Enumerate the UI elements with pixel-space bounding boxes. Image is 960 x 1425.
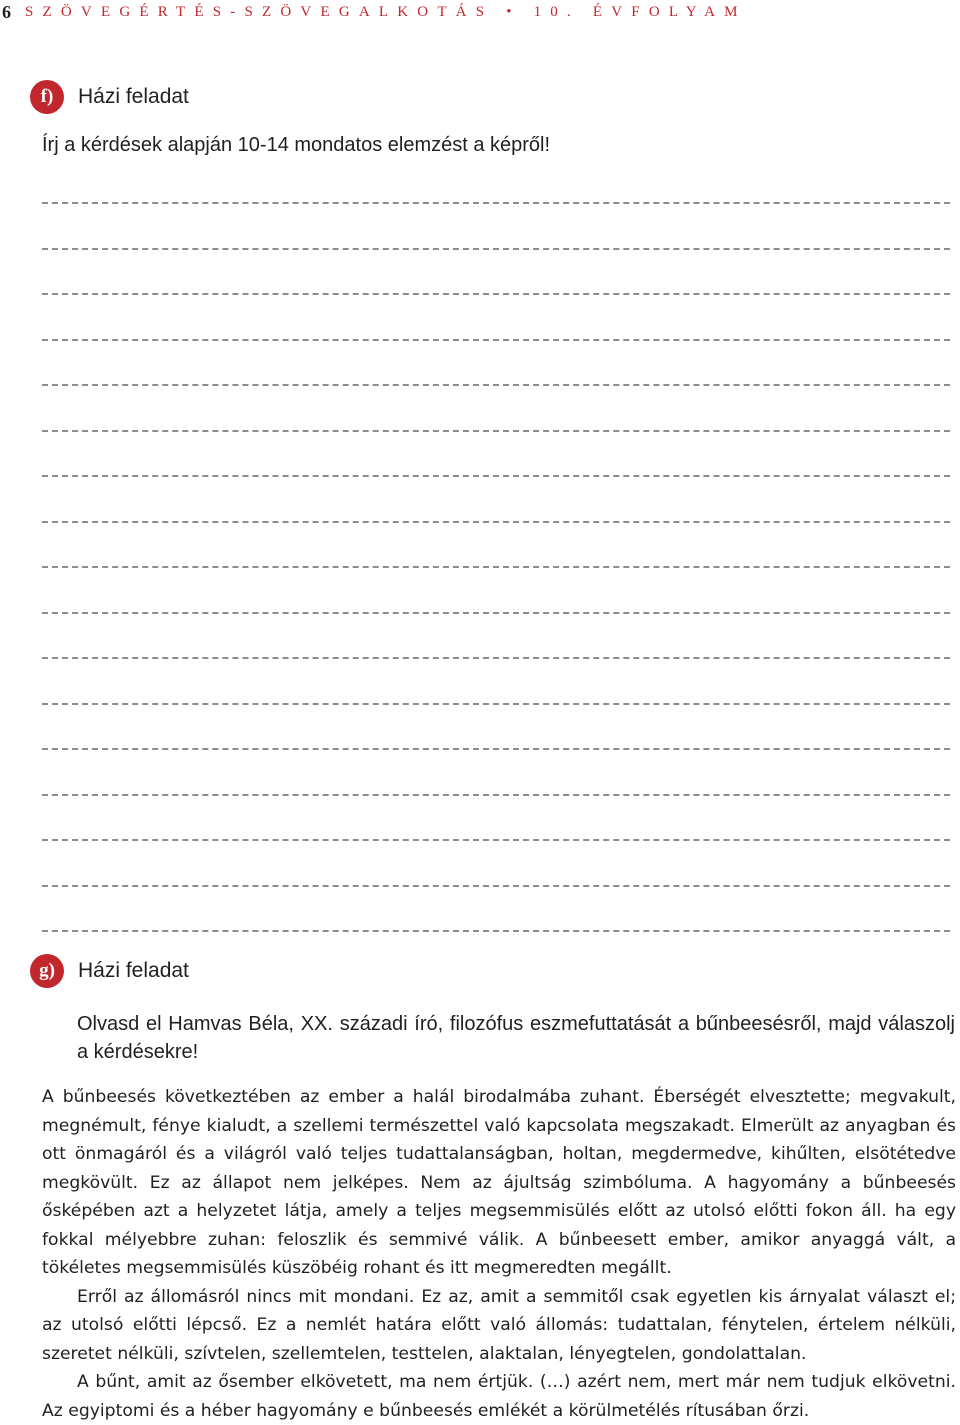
answer-line[interactable]: [42, 384, 950, 386]
answer-line[interactable]: [42, 657, 950, 659]
answer-line[interactable]: [42, 703, 950, 705]
passage-paragraph-1: A bűnbeesés következtében az ember a halál birodalmába zuhant. Éberségét elvesztette; megvakult, megnémult, fénye kialudt, a szellemi természettel való kapcsolata megszakadt. Elmerült az anyagban és ott önmagáról és a világról való teljes tudattalanságban, holtan, megdermedve, kihűlten, elsötétedve megkövült. Ez az állapot nem jelképes. Nem az ájultság szimbóluma. A hagyomány a bűnbeesés ősképében azt a helyzetet látja, amely a teljes megsemmisülés előtt az utolsó előtti fokon áll. ha egy fokkal mélyebbre zuhan: feloszlik és semmivé válik. A bűnbeesett ember, amikor anyaggá vált, a tökéletes megsemmisülés küszöbéig rohant és itt megmeredten megállt.: [42, 1087, 956, 1278]
task-f-instruction: Írj a kérdések alapján 10-14 mondatos elemzést a képről!: [42, 134, 551, 156]
task-f-title: Házi feladat: [78, 85, 189, 108]
task-g-badge: g): [30, 954, 64, 988]
answer-line[interactable]: [42, 566, 950, 568]
page-number: 6: [2, 1, 11, 22]
answer-line[interactable]: [42, 339, 950, 341]
task-f-heading: [30, 80, 189, 114]
task-g-heading: [30, 954, 189, 988]
answer-line[interactable]: [42, 930, 950, 932]
hamvas-passage: [42, 1083, 956, 1425]
task-g-title: Házi feladat: [78, 959, 189, 982]
answer-line[interactable]: [42, 885, 950, 887]
passage-paragraph-2: Erről az állomásról nincs mit mondani. Ez az, amit a semmitől csak egyetlen kis árnyalat választ el; az utolsó előtti lépcső. Ez a nemlét határa előtt való állomás: tudattalan, fénytelen, értelem nélküli, szeretet nélküli, szívtelen, szellemtelen, testtelen, alaktalan, lényegtelen, gondolattalan.: [42, 1286, 956, 1364]
passage-paragraph-3: A bűnt, amit az ősember elkövetett, ma nem értjük. (…) azért nem, mert már nem tudjuk elkövetni. Az egyiptomi és a héber hagyomány e bűnbeesés emlékét a körülmetélés rítusában őrzi.: [42, 1372, 956, 1421]
answer-line[interactable]: [42, 248, 950, 250]
answer-line[interactable]: [42, 202, 950, 204]
answer-line[interactable]: [42, 839, 950, 841]
answer-line[interactable]: [42, 612, 950, 614]
task-f-badge: f): [30, 80, 64, 114]
answer-line[interactable]: [42, 293, 950, 295]
answer-line[interactable]: [42, 794, 950, 796]
running-header: [0, 0, 960, 24]
answer-line[interactable]: [42, 521, 950, 523]
answer-line[interactable]: [42, 748, 950, 750]
task-g-instruction: Olvasd el Hamvas Béla, XX. századi író, filozófus eszmefuttatását a bűnbeesésről, majd válaszolj a kérdésekre!: [77, 1013, 955, 1063]
answer-line[interactable]: [42, 475, 950, 477]
running-title: SZÖVEGÉRTÉS-SZÖVEGALKOTÁS • 10. ÉVFOLYAM: [25, 3, 747, 20]
answer-line[interactable]: [42, 430, 950, 432]
